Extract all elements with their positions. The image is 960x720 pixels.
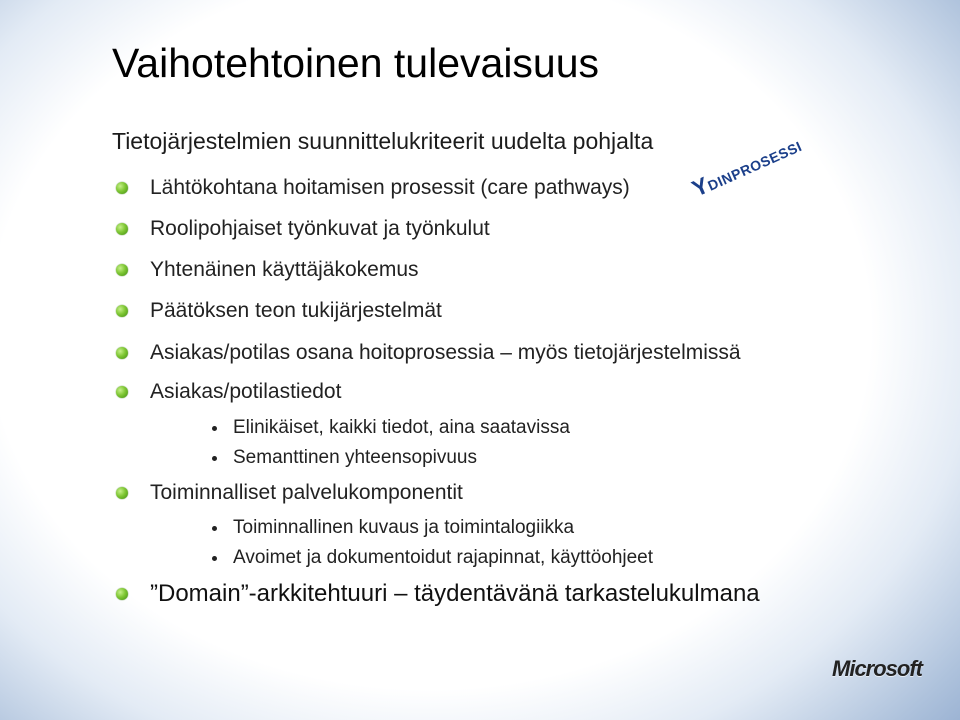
sub-bullet-item [212,446,477,470]
bullet-icon [116,487,128,499]
stamp-rest: DINPROSESSI [705,137,805,194]
sub-bullet-item [212,546,653,570]
bullet-item [116,339,741,367]
slide-title: Vaihotehtoinen tulevaisuus [112,40,600,86]
bullet-text: Asiakas/potilastiedot [150,380,342,403]
sub-bullet-icon [212,526,217,531]
sub-bullet-icon [212,556,217,561]
sub-bullet-text: Avoimet ja dokumentoidut rajapinnat, käyttöohjeet [233,547,654,568]
sub-bullet-item [212,416,570,440]
slide-subtitle: Tietojärjestelmien suunnittelukriteerit uudelta pohjalta [112,128,654,154]
bullet-item [116,378,341,406]
sub-bullet-text: Toiminnallinen kuvaus ja toimintalogiikka [233,517,575,538]
bullet-icon [116,588,128,600]
bullet-item [116,174,630,202]
bullet-item [116,580,760,608]
bullet-item [116,256,419,284]
bullet-icon [116,223,128,235]
bullet-item [116,479,463,507]
sub-bullet-text: Semanttinen yhteensopivuus [233,447,477,468]
bullet-text: Toiminnalliset palvelukomponentit [150,481,463,504]
sub-bullet-icon [212,456,217,461]
bullet-icon [116,182,128,194]
bullet-icon [116,347,128,359]
bullet-icon [116,386,128,398]
bullet-text: Lähtökohtana hoitamisen prosessit (care pathways) [150,176,630,199]
bullet-item [116,215,490,243]
bullet-text: Yhtenäinen käyttäjäkokemus [150,258,419,281]
bullet-text: ”Domain”-arkkitehtuuri – täydentävänä tarkastelukulmana [150,580,760,607]
stamp-initial: Y [688,171,713,202]
bullet-icon [116,264,128,276]
bullet-item [116,297,442,325]
microsoft-logo: Microsoft [832,656,922,681]
sub-bullet-icon [212,426,217,431]
sub-bullet-text: Elinikäiset, kaikki tiedot, aina saatavissa [233,417,570,438]
sub-bullet-item [212,516,574,540]
bullet-text: Roolipohjaiset työnkuvat ja työnkulut [150,217,490,240]
bullet-text: Asiakas/potilas osana hoitoprosessia – myös tietojärjestelmissä [150,341,741,364]
bullet-icon [116,305,128,317]
bullet-text: Päätöksen teon tukijärjestelmät [150,299,442,322]
